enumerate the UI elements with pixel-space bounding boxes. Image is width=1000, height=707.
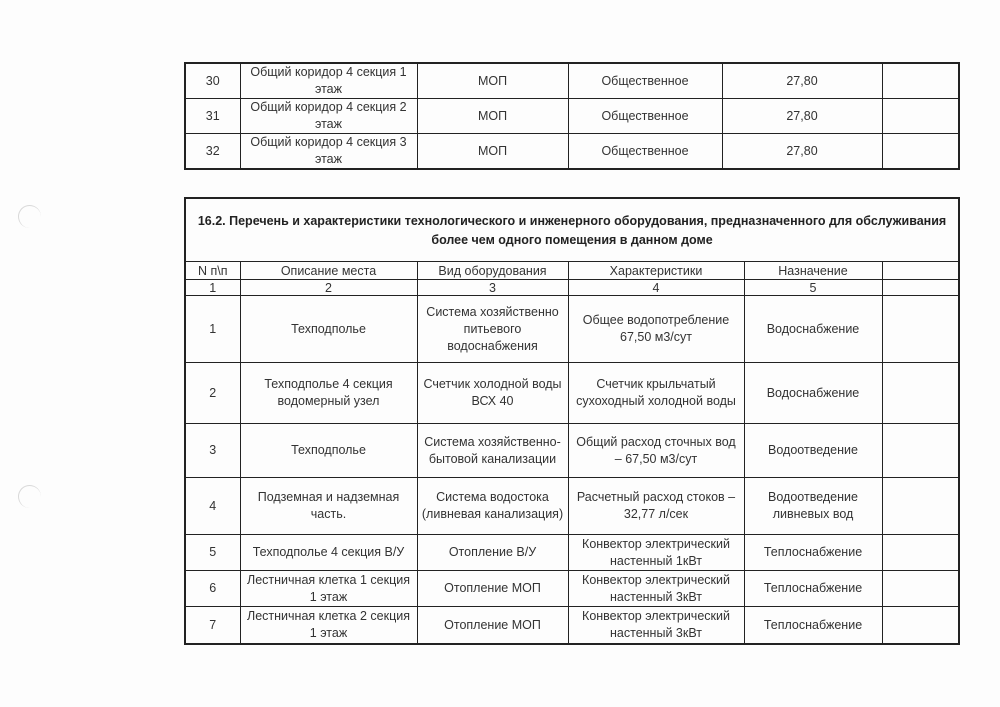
- equipment-specs: Общий расход сточных вод – 67,50 м3/сут: [568, 424, 744, 478]
- extra-cell: [882, 571, 959, 607]
- column-number: 5: [744, 280, 882, 296]
- equipment-type: Система хозяйственно-бытовой канализации: [417, 424, 568, 478]
- equipment-specs: Конвектор электрический настенный 3кВт: [568, 571, 744, 607]
- extra-cell: [882, 63, 959, 99]
- equipment-specs: Конвектор электрический настенный 3кВт: [568, 607, 744, 645]
- column-number: 1: [185, 280, 240, 296]
- table-title-row: [185, 198, 959, 262]
- rooms-table-continuation: [184, 62, 960, 170]
- extra-cell: [882, 535, 959, 571]
- room-type: МОП: [417, 63, 568, 99]
- equipment-type: Отопление МОП: [417, 607, 568, 645]
- punch-hole-mark: [18, 485, 41, 508]
- row-number: 31: [185, 99, 240, 134]
- place-description: Лестничная клетка 1 секция 1 этаж: [240, 571, 417, 607]
- header-purpose: Назначение: [744, 262, 882, 280]
- punch-hole-mark: [18, 205, 41, 228]
- extra-cell: [882, 478, 959, 535]
- extra-cell: [882, 424, 959, 478]
- row-number: 5: [185, 535, 240, 571]
- equipment-specs: Расчетный расход стоков – 32,77 л/сек: [568, 478, 744, 535]
- section-title: 16.2. Перечень и характеристики технологического и инженерного оборудования, предназначенного для обслуживания более чем одного помещения в данном доме: [185, 198, 959, 262]
- equipment-purpose: Водоснабжение: [744, 363, 882, 424]
- row-number: 3: [185, 424, 240, 478]
- equipment-purpose: Водоотведение: [744, 424, 882, 478]
- place-description: Общий коридор 4 секция 1 этаж: [240, 63, 417, 99]
- equipment-purpose: Теплоснабжение: [744, 535, 882, 571]
- place-description: Подземная и надземная часть.: [240, 478, 417, 535]
- equipment-purpose: Водоотведение ливневых вод: [744, 478, 882, 535]
- table-row: [185, 63, 959, 99]
- row-number: 4: [185, 478, 240, 535]
- extra-cell: [882, 296, 959, 363]
- place-description: Техподполье 4 секция водомерный узел: [240, 363, 417, 424]
- column-number: [882, 280, 959, 296]
- room-purpose: Общественное: [568, 99, 722, 134]
- room-type: МОП: [417, 99, 568, 134]
- row-number: 7: [185, 607, 240, 645]
- equipment-purpose: Водоснабжение: [744, 296, 882, 363]
- place-description: Лестничная клетка 2 секция 1 этаж: [240, 607, 417, 645]
- row-number: 6: [185, 571, 240, 607]
- equipment-type: Система водостока (ливневая канализация): [417, 478, 568, 535]
- table-row: [185, 363, 959, 424]
- extra-cell: [882, 363, 959, 424]
- equipment-specs: Конвектор электрический настенный 1кВт: [568, 535, 744, 571]
- header-row: [185, 262, 959, 280]
- row-number: 32: [185, 134, 240, 170]
- header-specs: Характеристики: [568, 262, 744, 280]
- place-description: Общий коридор 4 секция 2 этаж: [240, 99, 417, 134]
- room-area: 27,80: [722, 63, 882, 99]
- room-area: 27,80: [722, 99, 882, 134]
- row-number: 30: [185, 63, 240, 99]
- row-number: 1: [185, 296, 240, 363]
- equipment-type: Счетчик холодной воды ВСХ 40: [417, 363, 568, 424]
- equipment-purpose: Теплоснабжение: [744, 607, 882, 645]
- room-purpose: Общественное: [568, 63, 722, 99]
- room-purpose: Общественное: [568, 134, 722, 170]
- column-number: 2: [240, 280, 417, 296]
- equipment-specs: Общее водопотребление 67,50 м3/сут: [568, 296, 744, 363]
- place-description: Техподполье 4 секция В/У: [240, 535, 417, 571]
- extra-cell: [882, 134, 959, 170]
- place-description: Техподполье: [240, 296, 417, 363]
- table-row: [185, 607, 959, 645]
- table-row: [185, 424, 959, 478]
- equipment-table: [184, 197, 960, 645]
- extra-cell: [882, 99, 959, 134]
- header-place: Описание места: [240, 262, 417, 280]
- column-number: 3: [417, 280, 568, 296]
- place-description: Техподполье: [240, 424, 417, 478]
- place-description: Общий коридор 4 секция 3 этаж: [240, 134, 417, 170]
- room-type: МОП: [417, 134, 568, 170]
- row-number: 2: [185, 363, 240, 424]
- table-row: [185, 99, 959, 134]
- table-row: [185, 134, 959, 170]
- equipment-type: Отопление МОП: [417, 571, 568, 607]
- column-number-row: [185, 280, 959, 296]
- table-row: [185, 478, 959, 535]
- header-number: N п\п: [185, 262, 240, 280]
- equipment-type: Отопление В/У: [417, 535, 568, 571]
- equipment-type: Система хозяйственно питьевого водоснабжения: [417, 296, 568, 363]
- header-equipment: Вид оборудования: [417, 262, 568, 280]
- column-number: 4: [568, 280, 744, 296]
- table-row: [185, 296, 959, 363]
- extra-cell: [882, 607, 959, 645]
- table-row: [185, 535, 959, 571]
- equipment-purpose: Теплоснабжение: [744, 571, 882, 607]
- table-row: [185, 571, 959, 607]
- room-area: 27,80: [722, 134, 882, 170]
- header-extra: [882, 262, 959, 280]
- equipment-specs: Счетчик крыльчатый сухоходный холодной воды: [568, 363, 744, 424]
